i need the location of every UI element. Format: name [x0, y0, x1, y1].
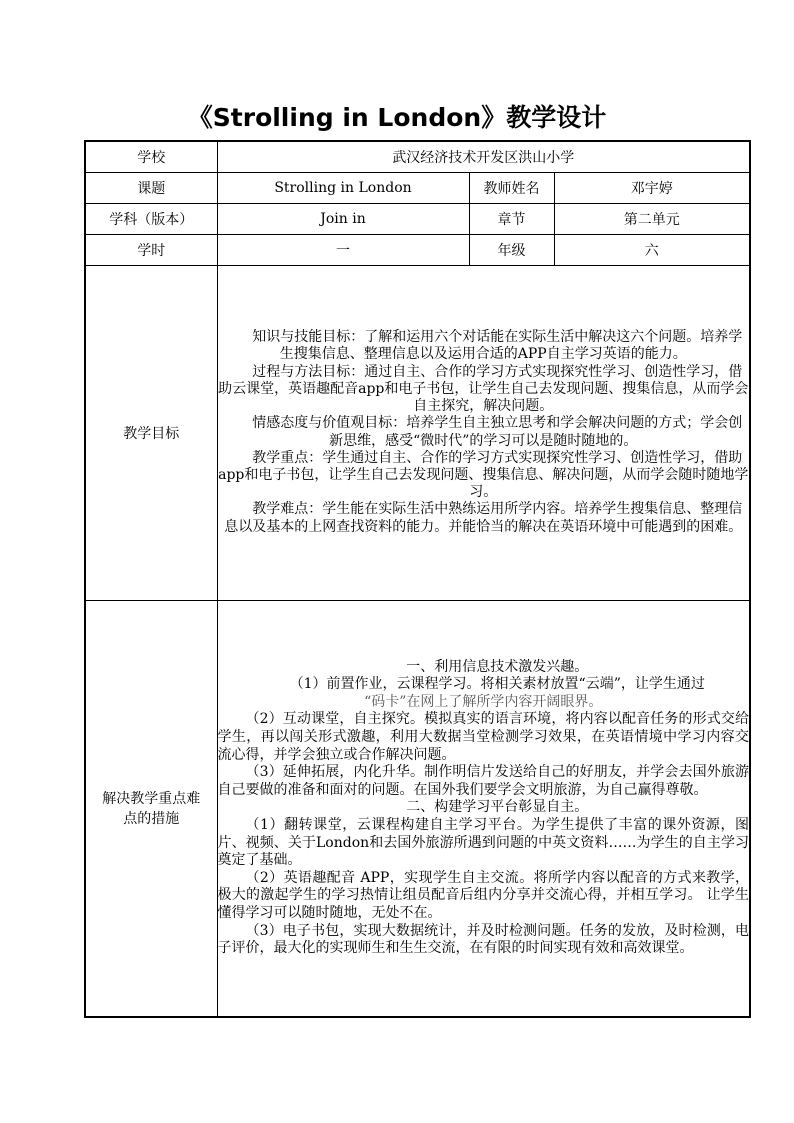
measure-heading-1: 一、利用信息技术激发兴趣。 — [406, 658, 589, 675]
teacher-label: 教师姓名 — [469, 172, 554, 203]
grade-value: 六 — [554, 234, 750, 265]
teacher-value: 邓宇婷 — [554, 172, 750, 203]
hours-label: 学时 — [85, 234, 217, 265]
objective-paragraph: 情感态度与价值观目标：培养学生自主独立思考和学会解决问题的方式；学会创新思维，感受“微时代”的学习可以是随时随地的。 — [252, 415, 743, 449]
chapter-value: 第二单元 — [554, 203, 750, 234]
subject-value: Join in — [217, 203, 469, 234]
measure-heading-2: 二、构建学习平台彰显自主。 — [406, 799, 589, 816]
school-value: 武汉经济技术开发区洪山小学 — [217, 141, 750, 172]
topic-label: 课题 — [85, 172, 217, 203]
row-objectives — [85, 265, 750, 600]
subject-label: 学科（版本） — [85, 203, 217, 234]
objective-paragraph: 过程与方法目标：通过自主、合作的学习方式实现探究性学习、创造性学习，借助云课堂，英语趣配音app和电子书包，让学生自己去发现问题、搜集信息，从而学会自主探究，解决问题。 — [218, 363, 749, 415]
measure-paragraph: （2）英语趣配音 APP，实现学生自主交流。将所学内容以配音的方式来教学，极大的激起学生的学习热情让组员配音后组内分享并交流心得，并相互学习。 让学生懂得学习可以随时随地，无处不在。 — [217, 869, 750, 922]
measure-paragraph: （2）互动课堂，自主探究。模拟真实的语言环境，将内容以配音任务的形式交给学生，再以闯关形式激趣，利用大数据当堂检测学习效果，在英语情境中学习内容交流心得，并学会独立或合作解决问题。 — [217, 711, 750, 763]
hours-value: 一 — [217, 234, 469, 265]
lesson-plan-table — [84, 140, 751, 1018]
objectives-content — [217, 265, 750, 600]
objectives-label: 教学目标 — [85, 265, 217, 600]
row-topic — [85, 172, 750, 203]
school-label: 学校 — [85, 141, 217, 172]
document-title: 《Strolling in London》教学设计 — [187, 103, 607, 132]
measure-paragraph-cont: “码卡”在网上了解所学内容开阔眼界。 — [364, 693, 603, 710]
objective-paragraph: 知识与技能目标：了解和运用六个对话能在实际生活中解决这六个问题。培养学生搜集信息、整理信息以及运用合适的APP自主学习英语的能力。 — [252, 329, 743, 363]
row-measures — [85, 600, 750, 1017]
measure-paragraph: （1）前置作业，云课程学习。将相关素材放置“云端”，让学生通过 — [289, 676, 705, 693]
row-school — [85, 141, 750, 172]
measures-label — [85, 600, 217, 1017]
measure-paragraph: （1）翻转课堂，云课程构建自主学习平台。为学生提供了丰富的课外资源，图片、视频、关于London和去国外旅游所遇到问题的中英文资料……为学生的自主学习奠定了基础。 — [217, 817, 750, 869]
measures-content — [217, 600, 750, 1017]
row-subject — [85, 203, 750, 234]
measure-paragraph: （3）延伸拓展，内化升华。制作明信片发送给自己的好朋友，并学会去国外旅游自己要做的准备和面对的问题。在国外我们要学会文明旅游，为自己赢得尊敬。 — [217, 764, 750, 798]
topic-value: Strolling in London — [217, 172, 469, 203]
measures-label-line1: 解决教学重点难 — [102, 791, 201, 808]
grade-label: 年级 — [469, 234, 554, 265]
measure-paragraph: （3）电子书包，实现大数据统计，并及时检测问题。任务的发放，及时检测，电子评价，最大化的实现师生和生生交流，在有限的时间实现有效和高效课堂。 — [217, 922, 750, 957]
objective-paragraph: 教学重点：学生通过自主、合作的学习方式实现探究性学习、创造性学习，借助app和电子书包，让学生自己去发现问题、搜集信息、解决问题，从而学会随时随地学习。 — [218, 449, 749, 501]
objective-paragraph: 教学难点：学生能在实际生活中熟练运用所学内容。培养学生搜集信息、整理信息以及基本的上网查找资料的能力。并能恰当的解决在英语环境中可能遇到的困难。 — [224, 501, 743, 535]
measures-label-line2: 点的措施 — [123, 811, 180, 828]
row-hours — [85, 234, 750, 265]
chapter-label: 章节 — [469, 203, 554, 234]
